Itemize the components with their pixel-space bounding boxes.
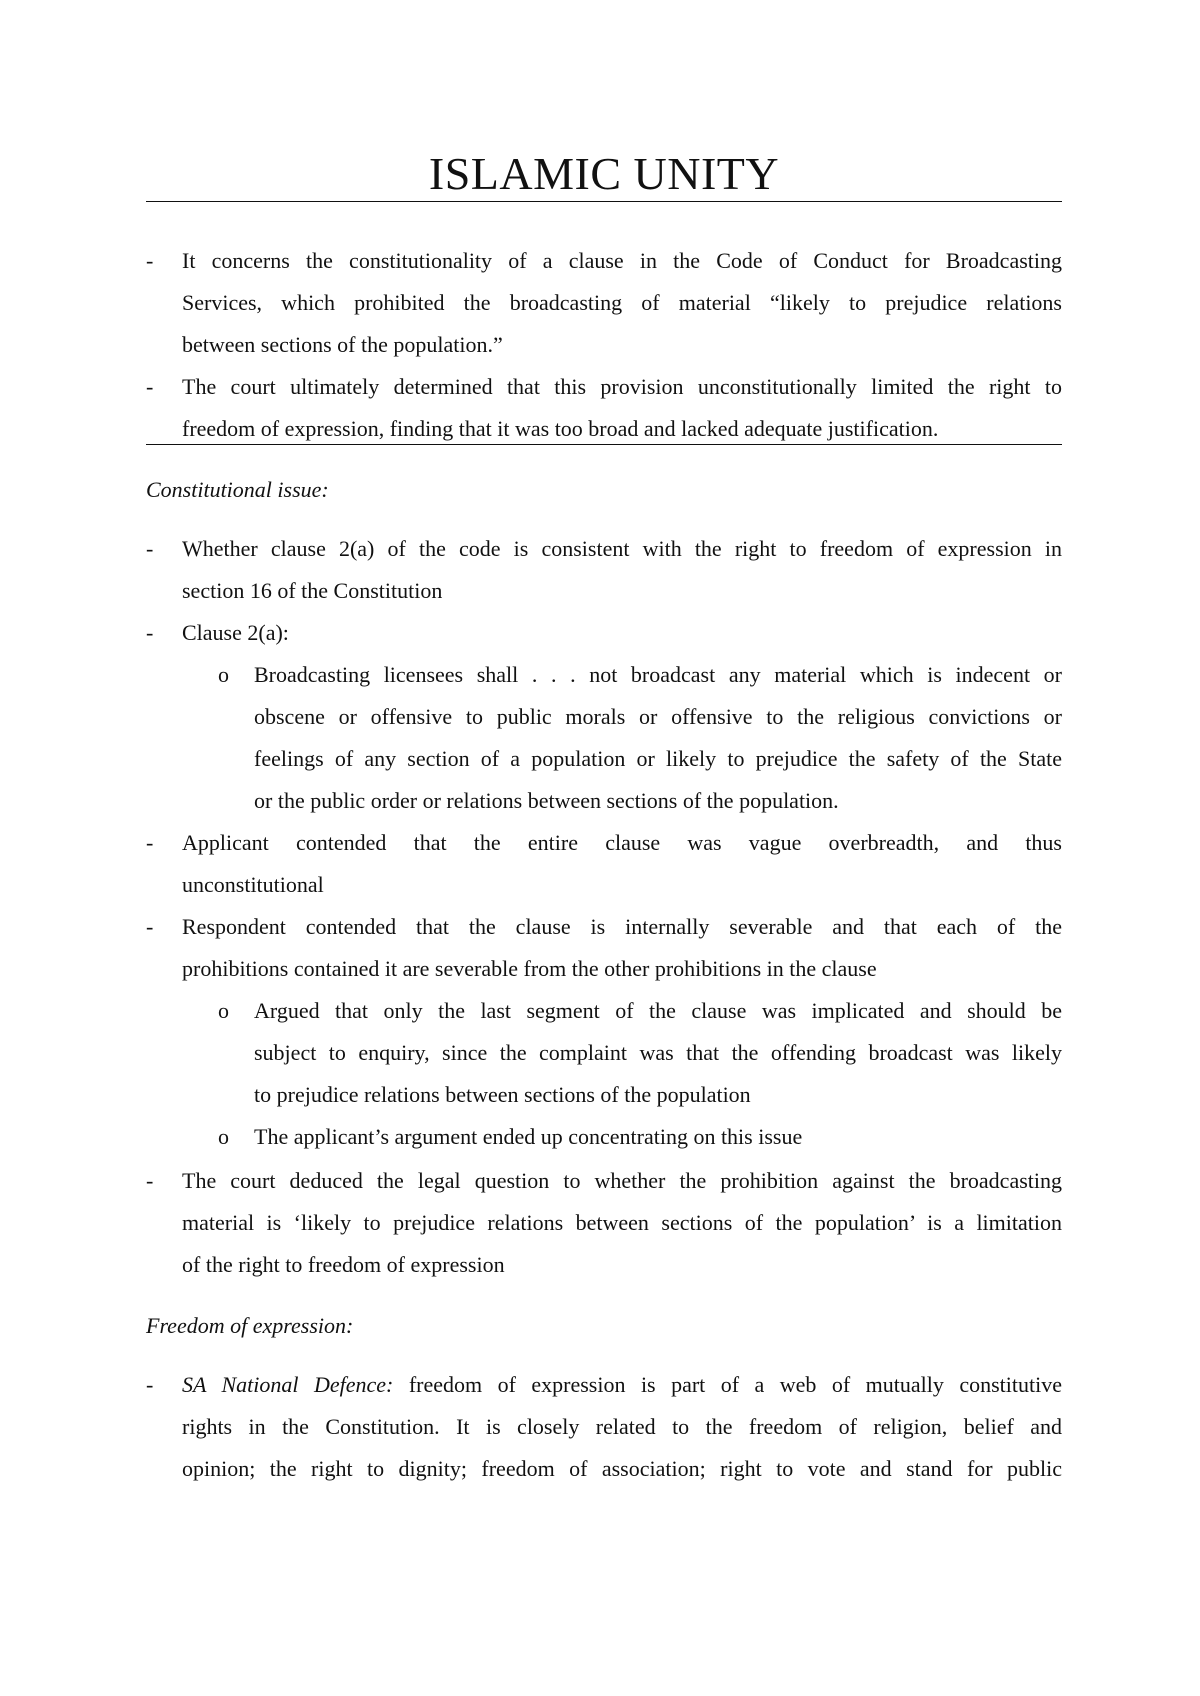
- dash-marker: -: [146, 536, 154, 561]
- summary-1-line-2: Services, which prohibited the broadcasting of material “likely to prejudice relations: [182, 290, 1062, 315]
- summary-2-line-1: The court ultimately determined that this provision unconstitutionally limited the right to: [182, 374, 1062, 399]
- summary-2-line-2: freedom of expression, finding that it was too broad and lacked adequate justification.: [182, 416, 939, 441]
- issue-1-line-2: section 16 of the Constitution: [182, 578, 443, 603]
- issue-bullet-1: [146, 528, 1062, 612]
- freedom-1-line-2: rights in the Constitution. It is closely related to the freedom of religion, belief and: [182, 1414, 1062, 1439]
- issue-3-line-1: Applicant contended that the entire clause was vague overbreadth, and thus: [182, 830, 1062, 855]
- issue-bullet-4: [146, 906, 1062, 990]
- circle-marker: o: [218, 662, 229, 687]
- dash-marker: -: [146, 248, 154, 273]
- issue-4-sub-1-line-1: Argued that only the last segment of the clause was implicated and should be: [254, 998, 1062, 1023]
- issue-bullet-4-sub-2: [146, 1116, 1062, 1158]
- clause-line-1: Broadcasting licensees shall . . . not broadcast any material which is indecent or: [254, 662, 1062, 687]
- freedom-1-line-3: opinion; the right to dignity; freedom of association; right to vote and stand for public: [182, 1456, 1062, 1481]
- issue-4-sub-1-line-3: to prejudice relations between sections of the population: [254, 1082, 751, 1107]
- page-title: ISLAMIC UNITY: [428, 148, 780, 199]
- dash-marker: -: [146, 620, 154, 645]
- issue-5-line-3: of the right to freedom of expression: [182, 1252, 505, 1277]
- issue-bullet-2: [146, 612, 1062, 654]
- section-heading-freedom-of-expression: Freedom of expression:: [146, 1313, 354, 1338]
- circle-marker: o: [218, 998, 229, 1023]
- issue-4-sub-1-line-2: subject to enquiry, since the complaint was that the offending broadcast was likely: [254, 1040, 1062, 1065]
- summary-1-line-1: It concerns the constitutionality of a clause in the Code of Conduct for Broadcasting: [182, 248, 1062, 273]
- issue-5-line-1: The court deduced the legal question to whether the prohibition against the broadcasting: [182, 1168, 1062, 1193]
- issue-bullet-3: [146, 822, 1062, 906]
- issue-bullet-4-sub-1: [146, 990, 1062, 1116]
- circle-marker: o: [218, 1124, 229, 1149]
- issue-5-line-2: material is ‘likely to prejudice relations between sections of the population’ is a limitation: [182, 1210, 1062, 1235]
- issue-bullet-2-sub: [146, 654, 1062, 822]
- freedom-bullet-1: [146, 1364, 1062, 1490]
- issue-2-line-1: Clause 2(a):: [182, 620, 289, 645]
- dash-marker: -: [146, 374, 154, 399]
- dash-marker: -: [146, 1372, 154, 1397]
- clause-line-4: or the public order or relations between sections of the population.: [254, 788, 839, 813]
- freedom-1-line-1: [182, 1364, 1062, 1406]
- clause-line-3: feelings of any section of a population or likely to prejudice the safety of the State: [254, 746, 1062, 771]
- section-heading-constitutional-issue: Constitutional issue:: [146, 477, 329, 502]
- dash-marker: -: [146, 1168, 154, 1193]
- dash-marker: -: [146, 830, 154, 855]
- title-underline: [146, 201, 1062, 202]
- summary-bullet-2: [146, 366, 1062, 450]
- issue-1-line-1: Whether clause 2(a) of the code is consistent with the right to freedom of expression in: [182, 536, 1062, 561]
- freedom-1-line-1-text: freedom of expression is part of a web of mutually constitutive: [393, 1372, 1063, 1397]
- issue-bullet-5: [146, 1160, 1062, 1286]
- dash-marker: -: [146, 914, 154, 939]
- issue-4-line-1: Respondent contended that the clause is internally severable and that each of the: [182, 914, 1062, 939]
- issue-4-sub-2-line-1: The applicant’s argument ended up concentrating on this issue: [254, 1124, 803, 1149]
- summary-underline: [146, 444, 1062, 445]
- case-name: SA National Defence:: [182, 1372, 394, 1397]
- issue-3-line-2: unconstitutional: [182, 872, 324, 897]
- clause-line-2: obscene or offensive to public morals or offensive to the religious convictions or: [254, 704, 1062, 729]
- summary-bullet-1: [146, 240, 1062, 366]
- issue-4-line-2: prohibitions contained it are severable from the other prohibitions in the clause: [182, 956, 877, 981]
- summary-1-line-3: between sections of the population.”: [182, 332, 503, 357]
